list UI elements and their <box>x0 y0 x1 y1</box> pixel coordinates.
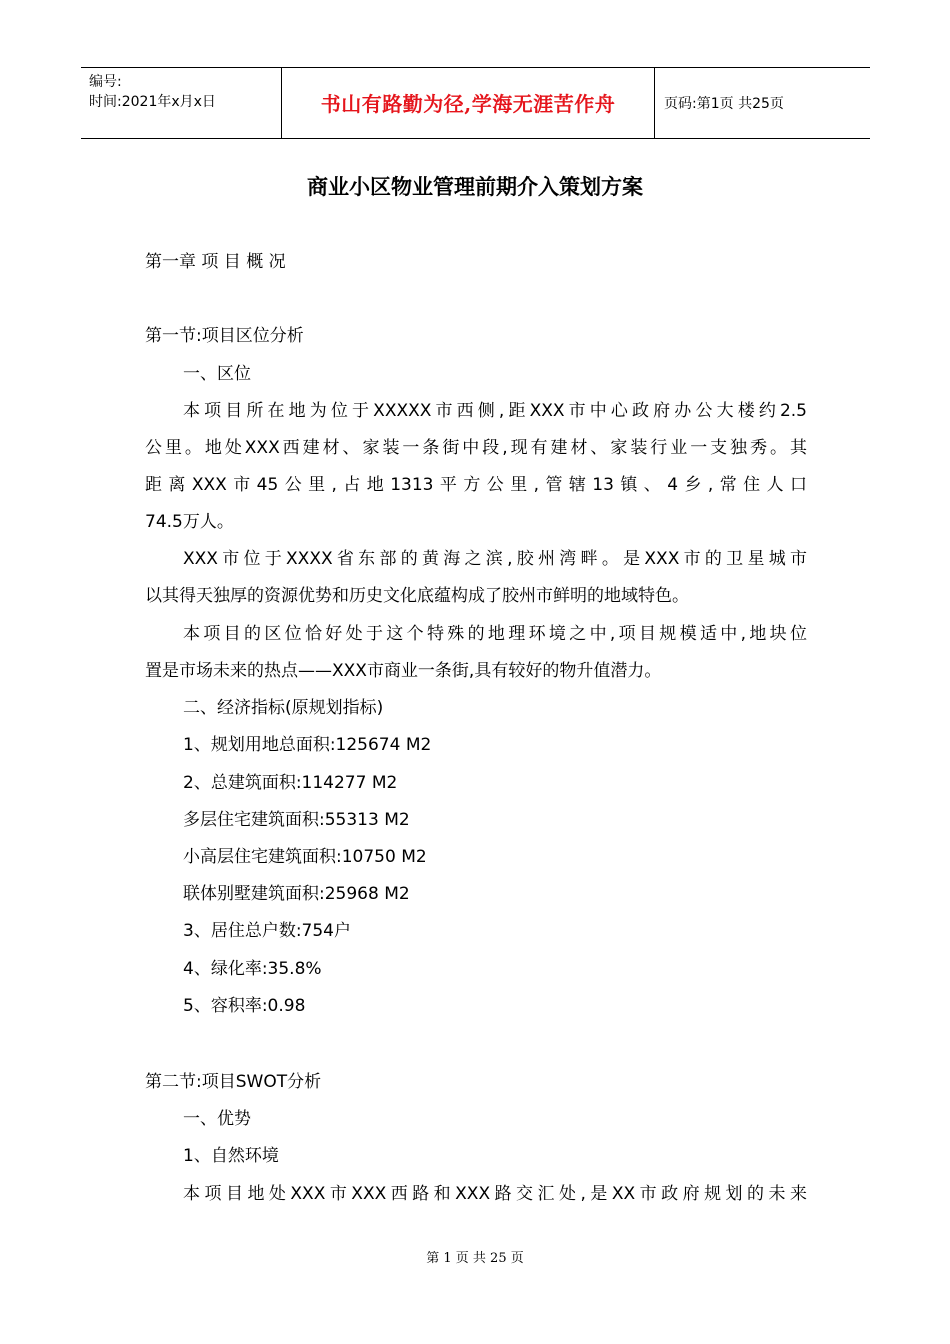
indicator-item: 4、绿化率:35.8% <box>183 959 322 979</box>
paragraph-line: 本项目地处XXX市XXX西路和XXX路交汇处,是XX市政府规划的未来 <box>183 1184 807 1204</box>
paragraph-line: 74.5万人。 <box>145 512 234 532</box>
paragraph-line: 本项目的区位恰好处于这个特殊的地理环境之中,项目规模适中,地块位 <box>183 624 807 644</box>
paragraph-line: 公里。地处XXX西建材、家装一条街中段,现有建材、家装行业一支独秀。其 <box>145 438 807 458</box>
page-footer: 第 1 页 共 25 页 <box>426 1251 524 1266</box>
header-motto: 书山有路勤为径,学海无涯苦作舟 <box>320 91 616 116</box>
code-label: 编号: <box>89 74 122 90</box>
indicator-item: 联体别墅建筑面积:25968 M2 <box>183 884 410 904</box>
chapter-heading: 第一章 项 目 概 况 <box>145 252 286 272</box>
paragraph-line: 以其得天独厚的资源优势和历史文化底蕴构成了胶州市鲜明的地域特色。 <box>145 586 689 606</box>
subsection-heading: 一、优势 <box>183 1109 251 1129</box>
paragraph-line: 本项目所在地为位于XXXXX市西侧,距XXX市中心政府办公大楼约2.5 <box>183 401 807 421</box>
paragraph-line: 置是市场未来的热点——XXX市商业一条街,具有较好的物升值潜力。 <box>145 661 662 681</box>
list-item: 1、自然环境 <box>183 1146 279 1166</box>
indicator-item: 3、居住总户数:754户 <box>183 921 351 941</box>
header-divider <box>654 68 655 138</box>
indicator-item: 2、总建筑面积:114277 M2 <box>183 773 398 793</box>
indicator-item: 多层住宅建筑面积:55313 M2 <box>183 810 410 830</box>
header-page-info: 页码:第1页 共25页 <box>664 96 784 112</box>
date-line: 时间:2021年x月x日 <box>89 94 216 110</box>
indicator-item: 5、容积率:0.98 <box>183 996 306 1016</box>
paragraph-line: XXX市位于XXXX省东部的黄海之滨,胶州湾畔。是XXX市的卫星城市 <box>183 549 807 569</box>
section-heading: 第二节:项目SWOT分析 <box>145 1072 322 1092</box>
subsection-heading: 二、经济指标(原规划指标) <box>183 698 384 718</box>
document-title: 商业小区物业管理前期介入策划方案 <box>307 174 643 199</box>
indicator-item: 1、规划用地总面积:125674 M2 <box>183 735 432 755</box>
header-meta <box>89 72 216 112</box>
section-heading: 第一节:项目区位分析 <box>145 326 304 346</box>
indicator-item: 小高层住宅建筑面积:10750 M2 <box>183 847 427 867</box>
subsection-heading: 一、区位 <box>183 364 251 384</box>
paragraph-line: 距离XXX市45公里,占地1313平方公里,管辖13镇、4乡,常住人口 <box>145 475 807 495</box>
